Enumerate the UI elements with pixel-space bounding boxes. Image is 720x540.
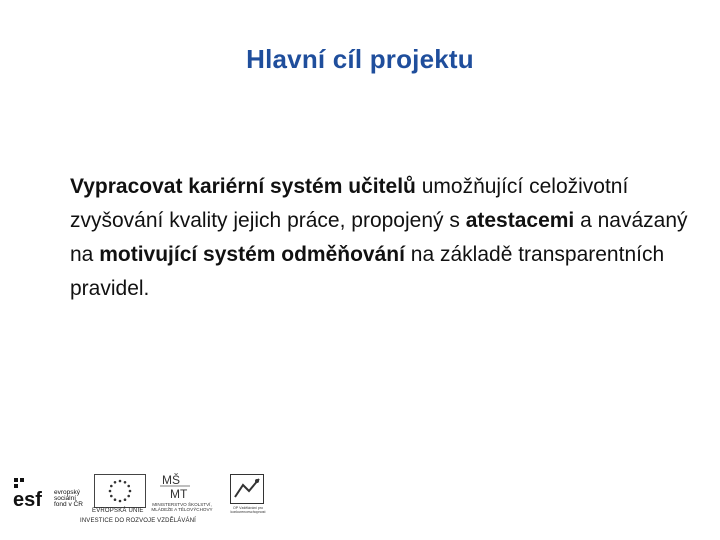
svg-text:esf: esf [13, 489, 42, 510]
body-segment-6: na základě transparentních pravidel. [70, 243, 665, 300]
body-segment-5: motivující systém odměňování [99, 243, 405, 266]
msmt-caption: MINISTERSTVO ŠKOLSTVÍ, MLÁDEŽE A TĚLOVÝCHOVY [151, 502, 213, 512]
slide-body [70, 170, 690, 306]
svg-text:MŠ: MŠ [162, 473, 180, 487]
eu-flag-icon [94, 474, 146, 508]
body-segment-4: a navázaný na [70, 209, 688, 266]
invest-caption: INVESTICE DO ROZVOJE VZDĚLÁVÁNÍ [80, 518, 197, 524]
slide-title: Hlavní cíl projektu [246, 44, 474, 74]
body-segment-1: Vypracovat kariérní systém učitelů [70, 175, 416, 198]
eu-caption: EVROPSKÁ UNIE [92, 508, 144, 514]
op-logo [230, 474, 264, 504]
msmt-logo [140, 470, 220, 502]
funding-logos [12, 470, 277, 528]
op-caption: OP Vzdělávání pro konkurenceschopnost [230, 506, 266, 514]
esf-text: evropský sociální fond v ČR [54, 489, 83, 508]
body-segment-2: umožňující celoživotní zvyšování kvality jejich práce, propojený s [70, 175, 629, 232]
svg-text:MT: MT [170, 487, 188, 501]
body-segment-3: atestacemi [465, 209, 575, 232]
esf-logo [12, 476, 52, 510]
